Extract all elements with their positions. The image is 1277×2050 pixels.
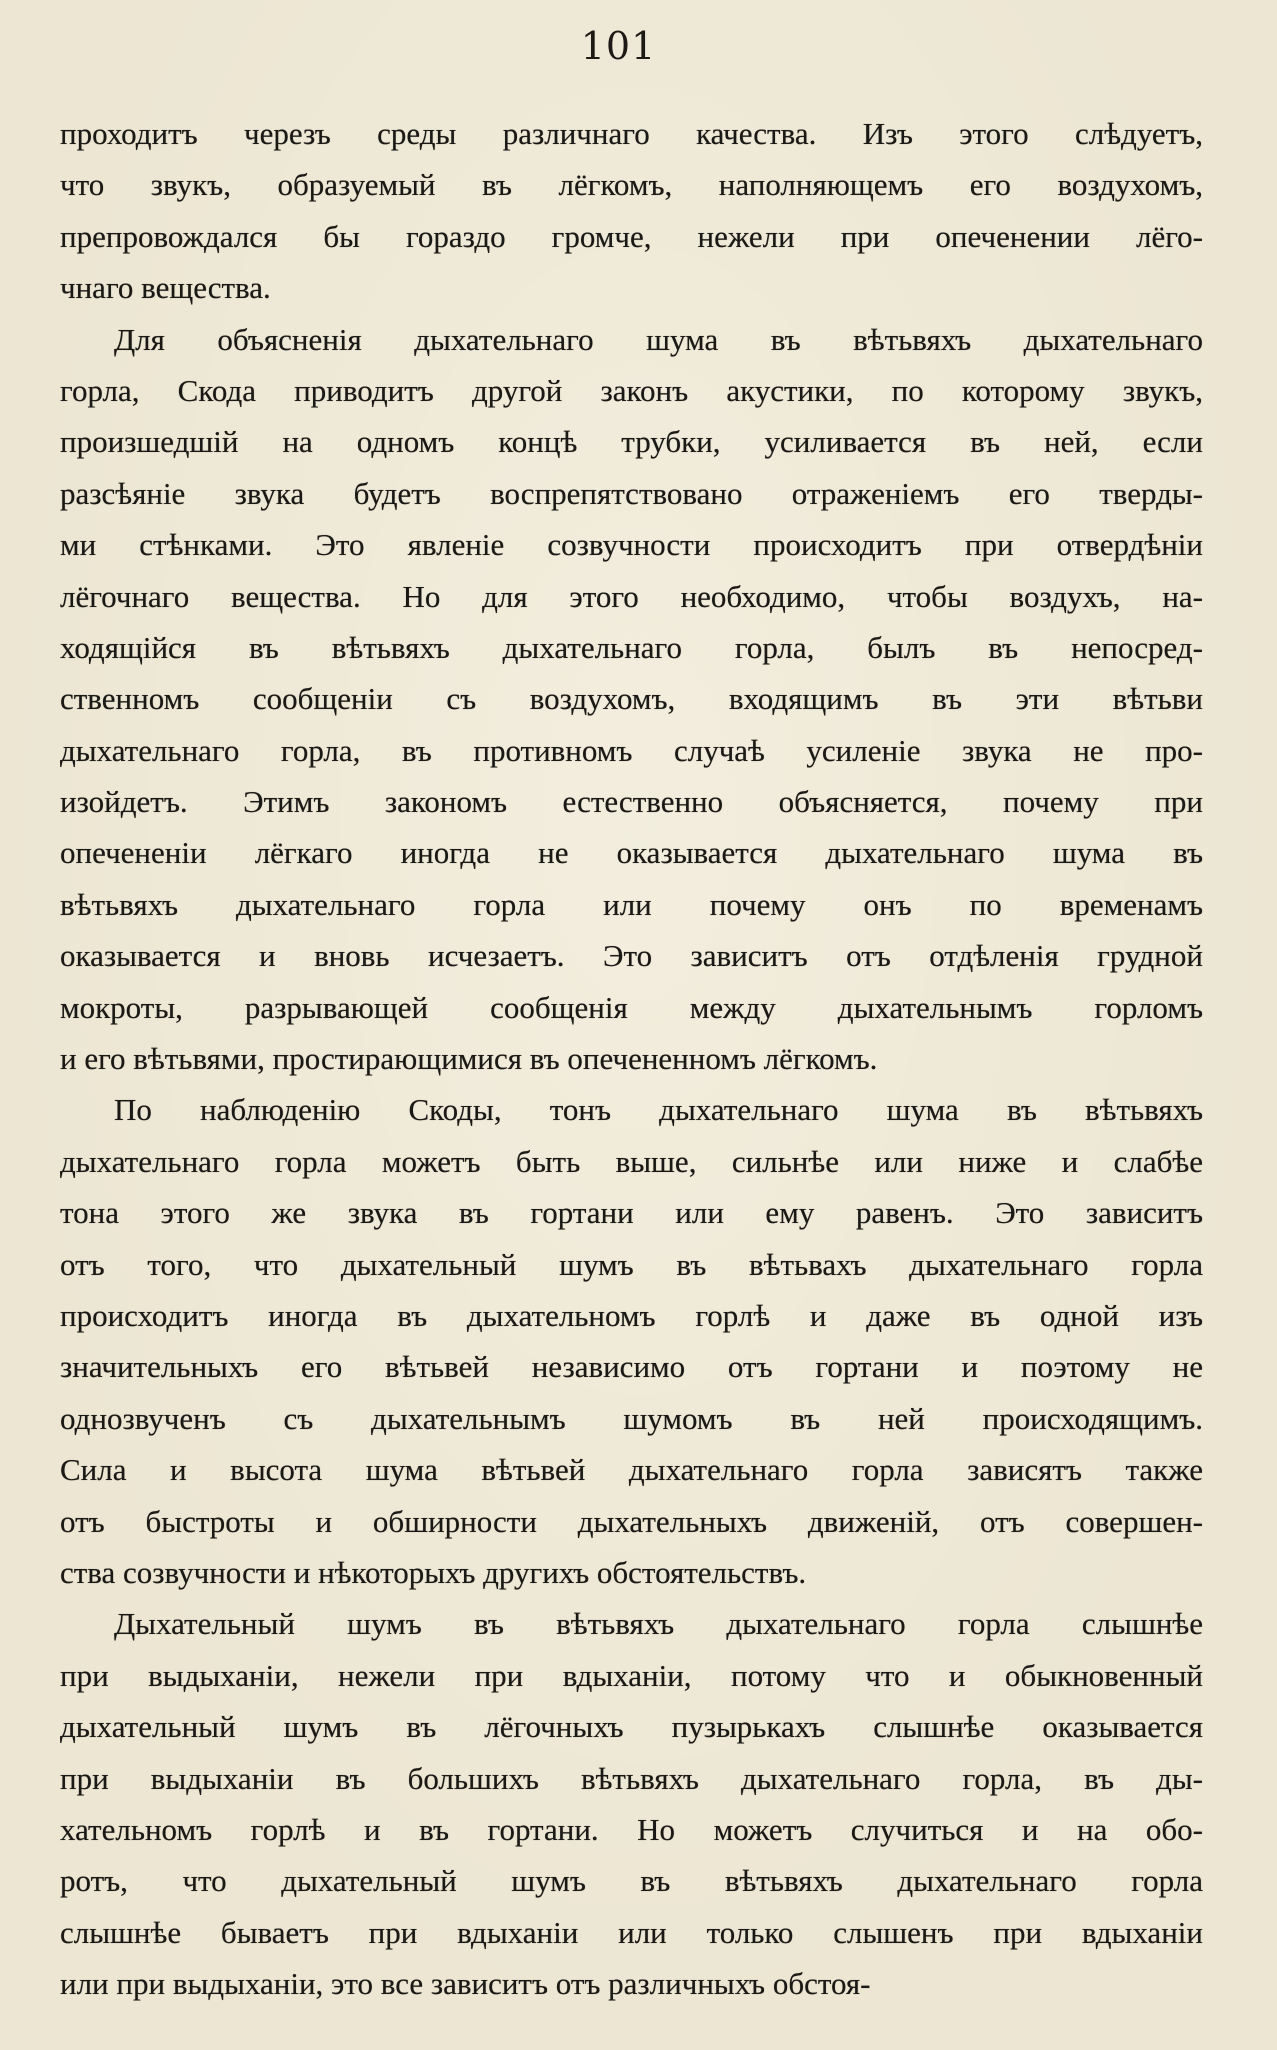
paragraph	[60, 314, 1203, 1085]
paragraph	[60, 1598, 1203, 2009]
text-line: значительныхъ его вѣтьвей независимо отъ гортани и поэтому не	[60, 1349, 1203, 1385]
text-line: горла, Скода приводитъ другой законъ акустики, по которому звукъ,	[60, 372, 1203, 408]
text-line: однозвученъ съ дыхательнымъ шумомъ въ ней происходящимъ.	[60, 1400, 1203, 1436]
text-line: чнаго вещества.	[60, 270, 271, 306]
text-line: произшедшій на одномъ концѣ трубки, усиливается въ ней, если	[60, 424, 1203, 460]
text-line: тона этого же звука въ гортани или ему равенъ. Это зависитъ	[60, 1195, 1203, 1231]
text-line: ства созвучности и нѣкоторыхъ другихъ обстоятельствъ.	[60, 1554, 807, 1590]
paragraph	[60, 108, 1203, 314]
text-line: и его вѣтьвями, простирающимися въ опечененномъ лёгкомъ.	[60, 1041, 878, 1077]
text-line: что звукъ, образуемый въ лёгкомъ, наполняющемъ его воздухомъ,	[60, 167, 1203, 203]
text-line: хательномъ горлѣ и въ гортани. Но можетъ случиться и на обо-	[60, 1811, 1203, 1847]
text-line: разсѣяніе звука будетъ воспрепятствовано отраженіемъ его тверды-	[60, 475, 1203, 511]
body-text	[60, 108, 1203, 2009]
text-line: мокроты, разрывающей сообщенія между дыхательнымъ горломъ	[60, 989, 1203, 1025]
page-number: 101	[580, 24, 657, 68]
text-line: ственномъ сообщеніи съ воздухомъ, входящимъ въ эти вѣтьви	[60, 681, 1203, 717]
text-line: отъ быстроты и обширности дыхательныхъ движеній, отъ совершен-	[60, 1503, 1203, 1539]
text-line: изойдетъ. Этимъ закономъ естественно объясняется, почему при	[60, 784, 1203, 820]
text-line: при выдыханіи, нежели при вдыханіи, потому что и обыкновенный	[60, 1657, 1203, 1693]
text-line: отъ того, что дыхательный шумъ въ вѣтьвахъ дыхательнаго горла	[60, 1246, 1203, 1282]
text-line: препровождался бы гораздо громче, нежели при опеченении лёго-	[60, 218, 1203, 254]
text-line: дыхательнаго горла, въ противномъ случаѣ усиленіе звука не про-	[60, 732, 1203, 768]
text-line: лёгочнаго вещества. Но для этого необходимо, чтобы воздухъ, на-	[60, 578, 1203, 614]
text-line: опечененіи лёгкаго иногда не оказывается дыхательнаго шума въ	[60, 835, 1203, 871]
text-line: вѣтьвяхъ дыхательнаго горла или почему онъ по временамъ	[60, 886, 1203, 922]
text-line: Для объясненія дыхательнаго шума въ вѣтьвяхъ дыхательнаго	[114, 321, 1203, 357]
text-line: Сила и высота шума вѣтьвей дыхательнаго горла зависятъ также	[60, 1452, 1203, 1488]
text-line: ходящійся въ вѣтьвяхъ дыхательнаго горла, былъ въ непосред-	[60, 629, 1203, 665]
text-line: или при выдыханіи, это все зависитъ отъ различныхъ обстоя-	[60, 1966, 871, 2002]
text-line: оказывается и вновь исчезаетъ. Это зависитъ отъ отдѣленія грудной	[60, 938, 1203, 974]
text-line: происходитъ иногда въ дыхательномъ горлѣ и даже въ одной изъ	[60, 1297, 1203, 1333]
text-line: По наблюденію Скоды, тонъ дыхательнаго шума въ вѣтьвяхъ	[114, 1092, 1203, 1128]
text-line: дыхательнаго горла можетъ быть выше, сильнѣе или ниже и слабѣе	[60, 1143, 1203, 1179]
text-line: при выдыханіи въ большихъ вѣтьвяхъ дыхательнаго горла, въ ды-	[60, 1760, 1203, 1796]
paragraph	[60, 1084, 1203, 1598]
text-line: слышнѣе бываетъ при вдыханіи или только слышенъ при вдыханіи	[60, 1914, 1203, 1950]
text-line: ми стѣнками. Это явленіе созвучности происходитъ при отвердѣніи	[60, 527, 1203, 563]
text-line: ротъ, что дыхательный шумъ въ вѣтьвяхъ дыхательнаго горла	[60, 1863, 1203, 1899]
text-line: проходитъ черезъ среды различнаго качества. Изъ этого слѣдуетъ,	[60, 116, 1203, 151]
text-line: дыхательный шумъ въ лёгочныхъ пузырькахъ слышнѣе оказывается	[60, 1709, 1203, 1745]
text-line: Дыхательный шумъ въ вѣтьвяхъ дыхательнаго горла слышнѣе	[114, 1606, 1203, 1642]
